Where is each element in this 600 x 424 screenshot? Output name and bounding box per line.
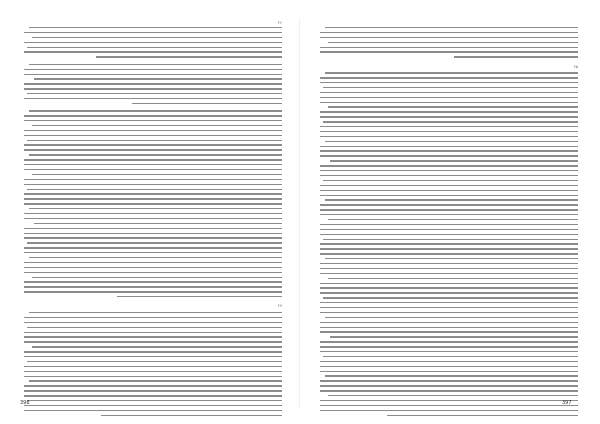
text-line [24, 237, 282, 238]
text-line [24, 179, 282, 180]
text-line [320, 146, 578, 147]
text-line [24, 83, 282, 84]
text-line [24, 390, 282, 391]
text-line [27, 47, 282, 48]
text-line [320, 400, 578, 401]
section-number-right-1: ۲۵ [573, 63, 578, 69]
text-line [24, 262, 282, 263]
text-line [320, 361, 578, 362]
text-line [24, 32, 282, 33]
text-line [320, 77, 578, 78]
text-line [32, 277, 282, 278]
text-line [24, 193, 282, 194]
text-line [27, 400, 282, 401]
text-line [24, 332, 282, 333]
text-line [320, 165, 578, 166]
text-line [320, 126, 578, 127]
text-line [24, 395, 282, 396]
text-line [27, 242, 282, 243]
text-line [320, 327, 578, 328]
text-line [24, 149, 282, 150]
text-line [323, 87, 578, 88]
text-line [27, 93, 282, 94]
text-line [320, 273, 578, 274]
left-text-column [24, 20, 282, 416]
text-line [320, 371, 578, 372]
text-line [323, 297, 578, 298]
text-line [24, 291, 282, 292]
text-line [320, 209, 578, 210]
text-line [328, 42, 578, 43]
text-line [320, 312, 578, 313]
text-line [132, 103, 282, 104]
text-line [24, 351, 282, 352]
text-line [24, 286, 282, 287]
text-line [24, 322, 282, 323]
text-line [325, 27, 578, 28]
text-line [320, 234, 578, 235]
text-line [320, 283, 578, 284]
text-line [24, 410, 282, 411]
text-line [323, 239, 578, 240]
text-line [27, 140, 282, 141]
text-line [24, 213, 282, 214]
text-line [330, 336, 578, 337]
text-line [328, 395, 578, 396]
text-line [320, 195, 578, 196]
text-line [24, 356, 282, 357]
text-line [320, 341, 578, 342]
text-line [320, 243, 578, 244]
text-line [24, 218, 282, 219]
text-line [24, 184, 282, 185]
section-number-left-2: ۲۷ [277, 303, 282, 309]
text-line [320, 351, 578, 352]
text-line [320, 385, 578, 386]
text-line [320, 302, 578, 303]
text-line [325, 375, 578, 376]
text-line [27, 327, 282, 328]
text-line [117, 296, 282, 297]
text-line [29, 380, 282, 381]
text-line [24, 120, 282, 121]
text-line [34, 78, 282, 79]
text-line [24, 341, 282, 342]
text-line [320, 331, 578, 332]
section-number-left-1: ۲۶ [277, 20, 282, 25]
text-line [328, 219, 578, 220]
text-line [320, 263, 578, 264]
text-line [320, 185, 578, 186]
text-line [24, 169, 282, 170]
text-line [320, 131, 578, 132]
text-line [24, 405, 282, 406]
text-line [320, 116, 578, 117]
text-line [24, 42, 282, 43]
text-line [320, 190, 578, 191]
text-line [320, 346, 578, 347]
text-line [320, 32, 578, 33]
text-line [323, 180, 578, 181]
text-line [320, 37, 578, 38]
text-line [320, 97, 578, 98]
text-line [320, 51, 578, 52]
text-line [29, 257, 282, 258]
text-line [320, 410, 578, 411]
text-line [328, 106, 578, 107]
text-line [320, 92, 578, 93]
text-line [320, 307, 578, 308]
right-text-column [320, 20, 578, 416]
text-line [24, 233, 282, 234]
text-line [27, 361, 282, 362]
text-line [32, 125, 282, 126]
text-line [24, 203, 282, 204]
text-line [24, 98, 282, 99]
text-line [24, 252, 282, 253]
text-line [24, 376, 282, 377]
text-line [24, 385, 282, 386]
text-line [24, 144, 282, 145]
text-line [24, 135, 282, 136]
text-line [320, 155, 578, 156]
text-line [29, 27, 282, 28]
text-line [320, 268, 578, 269]
page-number-right: 397 [562, 400, 572, 406]
text-line [34, 223, 282, 224]
text-line [24, 336, 282, 337]
text-line [320, 287, 578, 288]
text-line [32, 174, 282, 175]
text-line [24, 317, 282, 318]
text-line [320, 82, 578, 83]
text-line [29, 312, 282, 313]
text-line [320, 253, 578, 254]
text-line [29, 110, 282, 111]
text-line [320, 322, 578, 323]
text-line [320, 214, 578, 215]
text-line [24, 164, 282, 165]
text-line [24, 281, 282, 282]
text-line [320, 204, 578, 205]
text-line [101, 415, 282, 416]
text-line [24, 366, 282, 367]
text-line [320, 405, 578, 406]
text-line [325, 141, 578, 142]
text-line [24, 198, 282, 199]
text-line [325, 72, 578, 73]
text-line [27, 189, 282, 190]
text-line [29, 208, 282, 209]
text-line [24, 130, 282, 131]
text-line [32, 37, 282, 38]
text-line [320, 229, 578, 230]
text-line [325, 317, 578, 318]
text-line [320, 170, 578, 171]
text-line [24, 88, 282, 89]
text-line [320, 111, 578, 112]
page-number-left: 398 [20, 400, 30, 406]
text-line [24, 74, 282, 75]
text-line [24, 115, 282, 116]
text-line [96, 56, 282, 57]
text-line [320, 102, 578, 103]
text-line [387, 415, 578, 416]
text-line [330, 160, 578, 161]
text-line [320, 136, 578, 137]
text-line [320, 292, 578, 293]
text-line [323, 121, 578, 122]
text-line [320, 175, 578, 176]
text-line [320, 366, 578, 367]
text-line [325, 199, 578, 200]
text-line [320, 390, 578, 391]
text-line [24, 267, 282, 268]
text-line [328, 278, 578, 279]
text-line [24, 51, 282, 52]
text-line [32, 346, 282, 347]
text-line [320, 248, 578, 249]
text-line [29, 64, 282, 65]
text-line [325, 258, 578, 259]
text-line [24, 69, 282, 70]
text-line [24, 247, 282, 248]
text-line [320, 224, 578, 225]
text-line [320, 380, 578, 381]
text-line [323, 356, 578, 357]
right-page [300, 0, 600, 424]
text-line [29, 154, 282, 155]
text-line [320, 150, 578, 151]
text-line [24, 159, 282, 160]
text-line [454, 56, 578, 57]
text-line [24, 228, 282, 229]
text-line [24, 371, 282, 372]
text-line [24, 272, 282, 273]
text-line [320, 47, 578, 48]
